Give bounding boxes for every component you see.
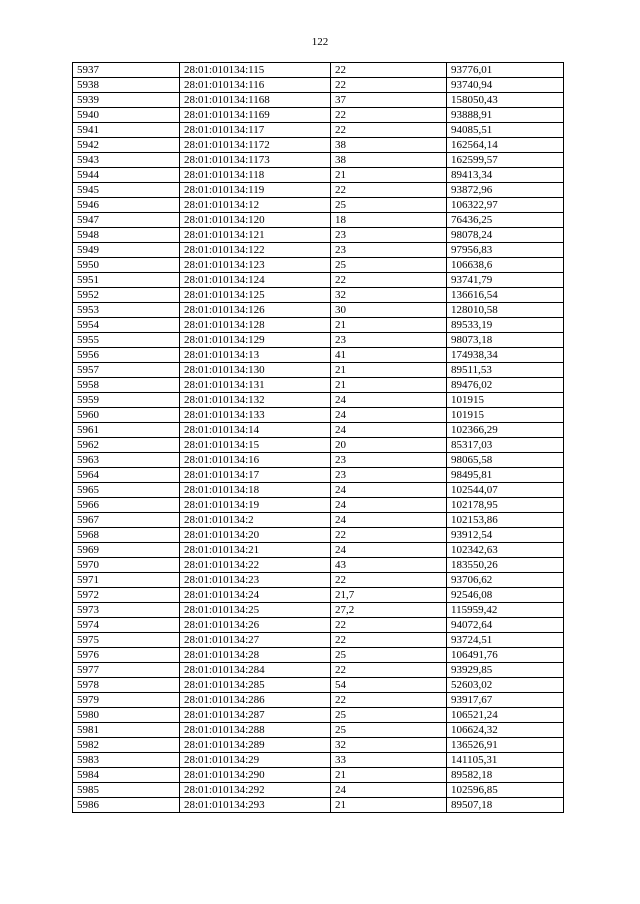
row-number-cell: 5973 [73,603,180,618]
cadastral-number-cell: 28:01:010134:115 [180,63,331,78]
row-number-cell: 5949 [73,243,180,258]
page-number: 122 [311,36,329,48]
cadastral-number-cell: 28:01:010134:25 [180,603,331,618]
value-cell: 94085,51 [447,123,564,138]
row-number-cell: 5945 [73,183,180,198]
row-number-cell: 5981 [73,723,180,738]
table-row [73,708,564,723]
cadastral-number-cell: 28:01:010134:118 [180,168,331,183]
row-number-cell: 5947 [73,213,180,228]
row-number-cell: 5950 [73,258,180,273]
cadastral-number-cell: 28:01:010134:120 [180,213,331,228]
value-cell: 98065,58 [447,453,564,468]
row-number-cell: 5982 [73,738,180,753]
value-cell: 93872,96 [447,183,564,198]
value-cell: 97956,83 [447,243,564,258]
area-cell: 22 [331,618,447,633]
value-cell: 101915 [447,408,564,423]
table-row [73,303,564,318]
cadastral-number-cell: 28:01:010134:29 [180,753,331,768]
value-cell: 183550,26 [447,558,564,573]
row-number-cell: 5968 [73,528,180,543]
table-row [73,438,564,453]
value-cell: 76436,25 [447,213,564,228]
cadastral-number-cell: 28:01:010134:14 [180,423,331,438]
value-cell: 102342,63 [447,543,564,558]
cadastral-number-cell: 28:01:010134:292 [180,783,331,798]
row-number-cell: 5983 [73,753,180,768]
value-cell: 106624,32 [447,723,564,738]
value-cell: 162564,14 [447,138,564,153]
cadastral-number-cell: 28:01:010134:119 [180,183,331,198]
table-row [73,663,564,678]
value-cell: 85317,03 [447,438,564,453]
row-number-cell: 5975 [73,633,180,648]
table-row [73,678,564,693]
cadastral-number-cell: 28:01:010134:21 [180,543,331,558]
area-cell: 25 [331,708,447,723]
row-number-cell: 5976 [73,648,180,663]
row-number-cell: 5944 [73,168,180,183]
cadastral-number-cell: 28:01:010134:116 [180,78,331,93]
value-cell: 89533,19 [447,318,564,333]
table-row [73,123,564,138]
area-cell: 21 [331,363,447,378]
area-cell: 22 [331,183,447,198]
cadastral-number-cell: 28:01:010134:128 [180,318,331,333]
table-row [73,228,564,243]
area-cell: 20 [331,438,447,453]
area-cell: 23 [331,228,447,243]
value-cell: 102153,86 [447,513,564,528]
value-cell: 89582,18 [447,768,564,783]
row-number-cell: 5943 [73,153,180,168]
cadastral-number-cell: 28:01:010134:123 [180,258,331,273]
area-cell: 30 [331,303,447,318]
area-cell: 33 [331,753,447,768]
area-cell: 25 [331,198,447,213]
value-cell: 102544,07 [447,483,564,498]
cadastral-number-cell: 28:01:010134:121 [180,228,331,243]
cadastral-number-cell: 28:01:010134:293 [180,798,331,813]
area-cell: 22 [331,528,447,543]
area-cell: 21 [331,168,447,183]
value-cell: 89507,18 [447,798,564,813]
table-row [73,453,564,468]
area-cell: 37 [331,93,447,108]
area-cell: 38 [331,138,447,153]
table-row [73,783,564,798]
table-row [73,183,564,198]
value-cell: 52603,02 [447,678,564,693]
table-row [73,753,564,768]
value-cell: 93929,85 [447,663,564,678]
value-cell: 158050,43 [447,93,564,108]
area-cell: 21 [331,768,447,783]
area-cell: 25 [331,723,447,738]
table-row [73,738,564,753]
table-row [73,798,564,813]
table-row [73,588,564,603]
value-cell: 162599,57 [447,153,564,168]
area-cell: 23 [331,333,447,348]
cadastral-number-cell: 28:01:010134:126 [180,303,331,318]
area-cell: 27,2 [331,603,447,618]
table-row [73,348,564,363]
table-row [73,318,564,333]
row-number-cell: 5952 [73,288,180,303]
area-cell: 32 [331,288,447,303]
row-number-cell: 5979 [73,693,180,708]
value-cell: 98073,18 [447,333,564,348]
row-number-cell: 5974 [73,618,180,633]
row-number-cell: 5938 [73,78,180,93]
table-row [73,468,564,483]
table-row [73,198,564,213]
table-row [73,243,564,258]
area-cell: 21 [331,378,447,393]
area-cell: 23 [331,453,447,468]
cadastral-number-cell: 28:01:010134:117 [180,123,331,138]
row-number-cell: 5962 [73,438,180,453]
cadastral-number-cell: 28:01:010134:289 [180,738,331,753]
table-row [73,618,564,633]
row-number-cell: 5972 [73,588,180,603]
area-cell: 32 [331,738,447,753]
table-row [73,363,564,378]
cadastral-number-cell: 28:01:010134:286 [180,693,331,708]
value-cell: 92546,08 [447,588,564,603]
cadastral-number-cell: 28:01:010134:288 [180,723,331,738]
cadastral-number-cell: 28:01:010134:23 [180,573,331,588]
data-table [72,62,564,813]
value-cell: 141105,31 [447,753,564,768]
table-row [73,693,564,708]
table-row [73,723,564,738]
cadastral-number-cell: 28:01:010134:12 [180,198,331,213]
value-cell: 106638,6 [447,258,564,273]
area-cell: 38 [331,153,447,168]
value-cell: 98495,81 [447,468,564,483]
value-cell: 174938,34 [447,348,564,363]
area-cell: 41 [331,348,447,363]
row-number-cell: 5948 [73,228,180,243]
cadastral-number-cell: 28:01:010134:1169 [180,108,331,123]
area-cell: 21,7 [331,588,447,603]
row-number-cell: 5967 [73,513,180,528]
area-cell: 24 [331,393,447,408]
area-cell: 18 [331,213,447,228]
value-cell: 102596,85 [447,783,564,798]
table-row [73,378,564,393]
area-cell: 22 [331,108,447,123]
cadastral-number-cell: 28:01:010134:132 [180,393,331,408]
value-cell: 89413,34 [447,168,564,183]
table-row [73,768,564,783]
cadastral-number-cell: 28:01:010134:22 [180,558,331,573]
cadastral-number-cell: 28:01:010134:287 [180,708,331,723]
row-number-cell: 5953 [73,303,180,318]
area-cell: 22 [331,633,447,648]
area-cell: 25 [331,648,447,663]
area-cell: 24 [331,423,447,438]
row-number-cell: 5964 [73,468,180,483]
table-row [73,513,564,528]
area-cell: 22 [331,273,447,288]
row-number-cell: 5965 [73,483,180,498]
table-row [73,483,564,498]
row-number-cell: 5961 [73,423,180,438]
row-number-cell: 5960 [73,408,180,423]
area-cell: 54 [331,678,447,693]
area-cell: 22 [331,78,447,93]
row-number-cell: 5955 [73,333,180,348]
cadastral-number-cell: 28:01:010134:13 [180,348,331,363]
cadastral-number-cell: 28:01:010134:124 [180,273,331,288]
cadastral-number-cell: 28:01:010134:19 [180,498,331,513]
value-cell: 136526,91 [447,738,564,753]
table-row [73,258,564,273]
row-number-cell: 5970 [73,558,180,573]
area-cell: 24 [331,498,447,513]
value-cell: 115959,42 [447,603,564,618]
value-cell: 101915 [447,393,564,408]
value-cell: 106491,76 [447,648,564,663]
cadastral-number-cell: 28:01:010134:27 [180,633,331,648]
area-cell: 22 [331,63,447,78]
row-number-cell: 5966 [73,498,180,513]
row-number-cell: 5942 [73,138,180,153]
row-number-cell: 5969 [73,543,180,558]
cadastral-number-cell: 28:01:010134:17 [180,468,331,483]
table-row [73,333,564,348]
cadastral-number-cell: 28:01:010134:131 [180,378,331,393]
value-cell: 106322,97 [447,198,564,213]
cadastral-number-cell: 28:01:010134:18 [180,483,331,498]
row-number-cell: 5946 [73,198,180,213]
table-row [73,648,564,663]
cadastral-number-cell: 28:01:010134:125 [180,288,331,303]
row-number-cell: 5959 [73,393,180,408]
cadastral-number-cell: 28:01:010134:285 [180,678,331,693]
value-cell: 89511,53 [447,363,564,378]
area-cell: 22 [331,663,447,678]
value-cell: 89476,02 [447,378,564,393]
cadastral-number-cell: 28:01:010134:24 [180,588,331,603]
row-number-cell: 5941 [73,123,180,138]
cadastral-number-cell: 28:01:010134:130 [180,363,331,378]
table-row [73,168,564,183]
row-number-cell: 5957 [73,363,180,378]
area-cell: 24 [331,783,447,798]
cadastral-number-cell: 28:01:010134:20 [180,528,331,543]
value-cell: 93740,94 [447,78,564,93]
value-cell: 93724,51 [447,633,564,648]
table-row [73,108,564,123]
row-number-cell: 5971 [73,573,180,588]
table-row [73,498,564,513]
row-number-cell: 5951 [73,273,180,288]
row-number-cell: 5986 [73,798,180,813]
cadastral-number-cell: 28:01:010134:1172 [180,138,331,153]
row-number-cell: 5939 [73,93,180,108]
table-row [73,543,564,558]
value-cell: 128010,58 [447,303,564,318]
area-cell: 22 [331,573,447,588]
table-row [73,288,564,303]
area-cell: 24 [331,513,447,528]
area-cell: 23 [331,243,447,258]
table-row [73,423,564,438]
area-cell: 24 [331,543,447,558]
cadastral-number-cell: 28:01:010134:290 [180,768,331,783]
row-number-cell: 5937 [73,63,180,78]
area-cell: 24 [331,483,447,498]
cadastral-number-cell: 28:01:010134:28 [180,648,331,663]
area-cell: 43 [331,558,447,573]
table-row [73,153,564,168]
cadastral-number-cell: 28:01:010134:26 [180,618,331,633]
row-number-cell: 5984 [73,768,180,783]
row-number-cell: 5958 [73,378,180,393]
table-row [73,63,564,78]
area-cell: 21 [331,318,447,333]
cadastral-number-cell: 28:01:010134:284 [180,663,331,678]
table-row [73,408,564,423]
cadastral-number-cell: 28:01:010134:15 [180,438,331,453]
cadastral-number-cell: 28:01:010134:1173 [180,153,331,168]
value-cell: 93888,91 [447,108,564,123]
row-number-cell: 5985 [73,783,180,798]
row-number-cell: 5956 [73,348,180,363]
table-row [73,393,564,408]
table-row [73,213,564,228]
cadastral-number-cell: 28:01:010134:129 [180,333,331,348]
area-cell: 22 [331,123,447,138]
value-cell: 93741,79 [447,273,564,288]
area-cell: 23 [331,468,447,483]
cadastral-number-cell: 28:01:010134:2 [180,513,331,528]
table-row [73,558,564,573]
table-row [73,573,564,588]
value-cell: 106521,24 [447,708,564,723]
area-cell: 25 [331,258,447,273]
table-row [73,78,564,93]
table-row [73,138,564,153]
value-cell: 93776,01 [447,63,564,78]
table-row [73,603,564,618]
cadastral-number-cell: 28:01:010134:1168 [180,93,331,108]
row-number-cell: 5977 [73,663,180,678]
table-row [73,633,564,648]
cadastral-number-cell: 28:01:010134:16 [180,453,331,468]
table-row [73,528,564,543]
row-number-cell: 5940 [73,108,180,123]
value-cell: 94072,64 [447,618,564,633]
row-number-cell: 5963 [73,453,180,468]
value-cell: 93706,62 [447,573,564,588]
area-cell: 22 [331,693,447,708]
cadastral-number-cell: 28:01:010134:122 [180,243,331,258]
area-cell: 21 [331,798,447,813]
cadastral-number-cell: 28:01:010134:133 [180,408,331,423]
value-cell: 102366,29 [447,423,564,438]
value-cell: 93912,54 [447,528,564,543]
value-cell: 98078,24 [447,228,564,243]
table-body [73,63,564,813]
row-number-cell: 5980 [73,708,180,723]
value-cell: 93917,67 [447,693,564,708]
area-cell: 24 [331,408,447,423]
table-row [73,273,564,288]
value-cell: 102178,95 [447,498,564,513]
table-row [73,93,564,108]
row-number-cell: 5954 [73,318,180,333]
value-cell: 136616,54 [447,288,564,303]
row-number-cell: 5978 [73,678,180,693]
